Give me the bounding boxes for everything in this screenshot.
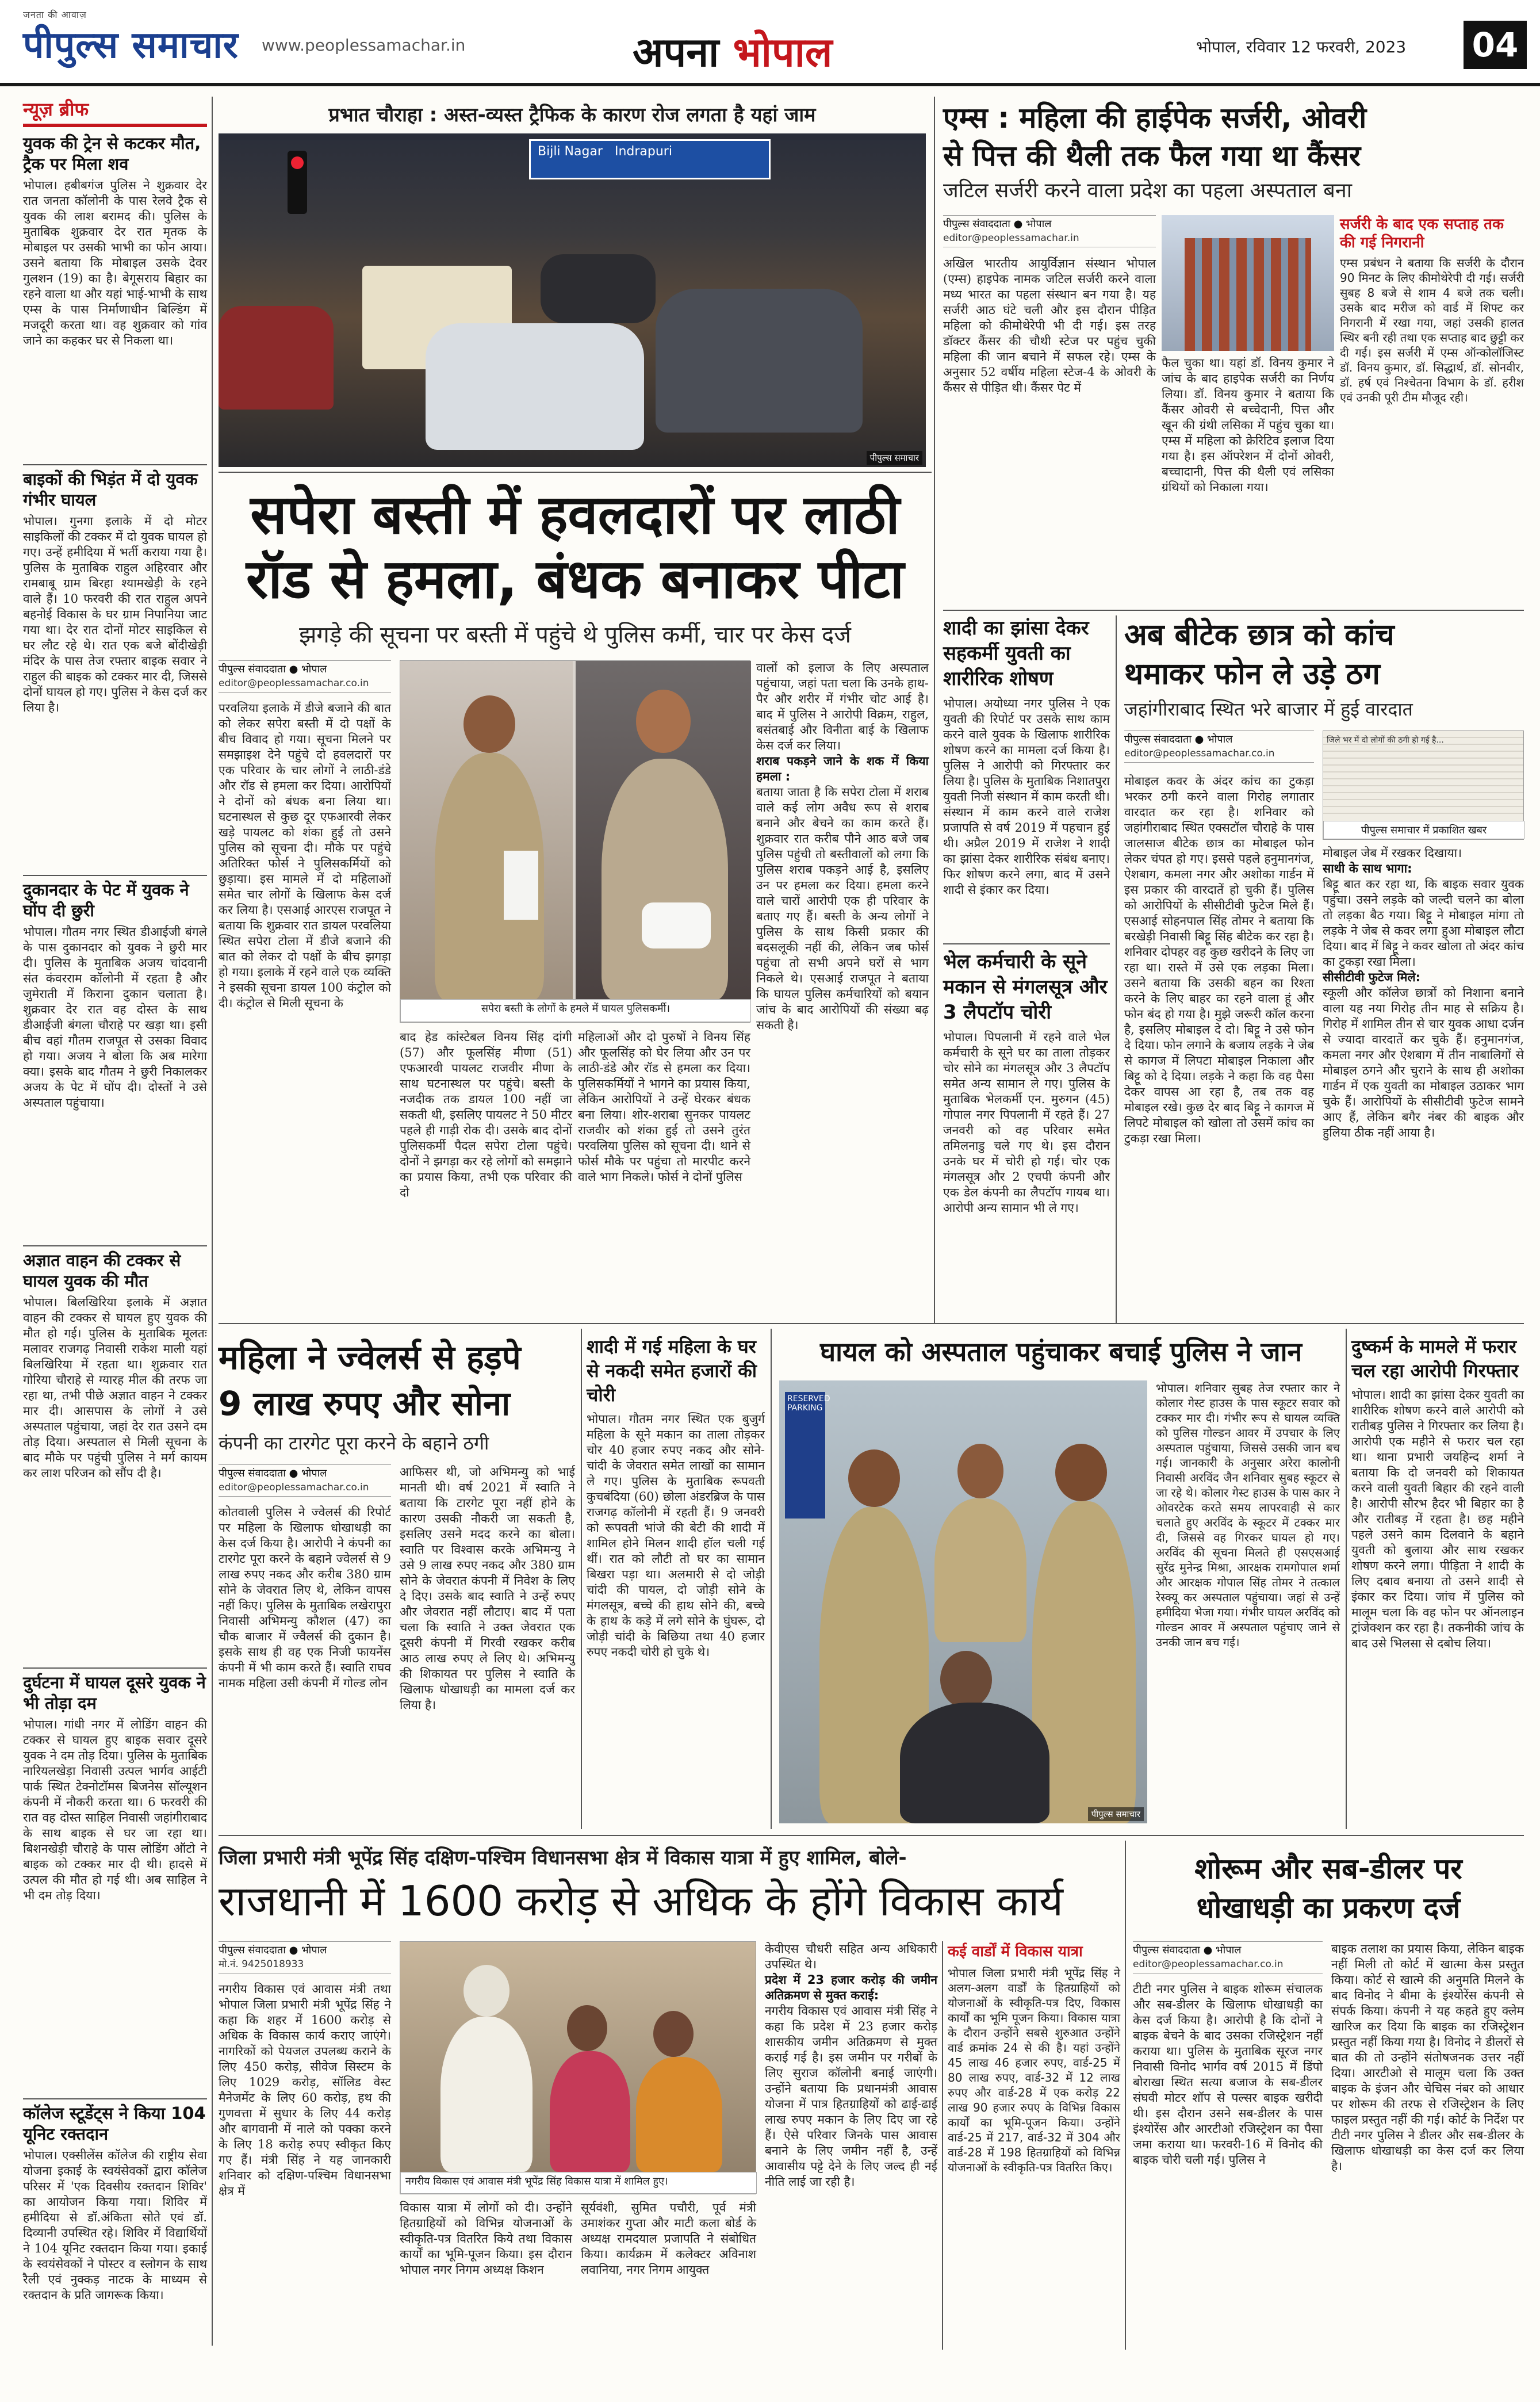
aiims-text-col1: अखिल भारतीय आयुर्विज्ञान संस्थान भोपाल (एम्स) हाइपेक नामक जटिल सर्जरी करने वाला मध्य भारत का पहला संस्थान बन गया है। यह सर्जरी आठ घंटे चली और इस दौरान पीड़ित महिला को कीमोथेरेपी भी दी गई। इस तरह डॉक्टर कैंसर की चौथी स्टेज पर पहुंच चुकी महिला की जान बचाने में सफल रहे। एम्स के अनुसार 52 वर्षीय महिला स्टेज-4 के ओवरी के कैंसर से पीड़ित थी। कैंसर पेट में — [943, 257, 1156, 395]
policeman-2-body — [602, 759, 728, 1000]
bhel-text: भोपाल। पिपलानी में रहने वाले भेल कर्मचारी के सूने घर का ताला तोड़कर चोर सोने का मंगलसूत्र और 3 लैपटॉप समेत अन्य सामान ले गए। पुलिस के मुताबिक भेलकर्मी एन. मुरुगन (45) गोपाल नगर पिपलानी में रहते हैं। 27 जनवरी को वह परिवार समेत तमिलनाडु चले गए थे। इस दौरान उनके घर में चोरी हो गई। चोर एक मंगलसूत्र और 2 एचपी कंपनी और एक डेल कंपनी का लैपटॉप गायब था। आरोपी अन्य सामान भी ले गए। — [943, 1030, 1110, 1215]
bhel-story — [943, 949, 1110, 1317]
byline-reporter: पीपुल्स संवाददाता — [219, 1944, 286, 1956]
dateline: भोपाल, रविवार 12 फरवरी, 2023 — [1196, 37, 1407, 56]
sapera-photo — [400, 660, 750, 1023]
brief-text: भोपाल। गांधी नगर में लोडिंग वाहन की टक्कर से घायल हुए बाइक सवार दूसरे युवक ने दम तोड़ दिया। पुलिस के मुताबिक नारियलखेड़ा निवासी उत्पल भार्गव आईटी पार्क स्थित टेक्नोटॉमस बिजनेस सॉल्यूशन कंपनी में नौकरी करता था। 6 फरवरी की रात वह दोस्त साहिल निवासी जहांगीराबाद के साथ बाइक से घर जा रहा था। बिशनखेड़ी चौराहे के पास लोडिंग ऑटो ने बाइक को टक्कर मार दी थी। हादसे में उत्पल की मौत हो गई थी। अब साहिल ने भी दम तोड़ दिया। — [23, 1718, 207, 1902]
vikas-headline: राजधानी में 1600 करोड़ से अधिक के होंगे विकास कार्य — [219, 1877, 1063, 1925]
section-title-part1: अपना — [633, 29, 733, 76]
showroom-text-col1: टीटी नगर पुलिस ने बाइक शोरूम संचालक और सब-डीलर के खिलाफ धोखाधड़ी का केस दर्ज किया है। आरोपी है कि दोनों ने बाइक बेचने के बाद उसका रजिस्ट्रेशन नहीं कराया था। पुलिस के मुताबिक सूरज नगर निवासी विनोद भार्गव वर्ष 2015 में डिंपो बोराखा स्थित सत्या बजाज के सब-डीलर संघवी मोटर शॉप से पल्सर बाइक खरीदी थी। इस दौरान उसने सब-डीलर के पास इंश्योरेंस और आरटीओ रजिस्ट्रेशन का पैसा जमा कराया था। फरवरी-16 में विनोद की बाइक चोरी चली गई। पुलिस ने — [1133, 1982, 1323, 2167]
clipping-caption: पीपुल्स समाचार में प्रकाशित खबर — [1323, 821, 1524, 839]
woman-1-body — [550, 2051, 630, 2172]
aiims-text-col2: फैल चुका था। यहां डॉ. विनय कुमार ने जांच के बाद हाइपेक सर्जरी का निर्णय लिया। डॉ. विनय कुमार ने बताया कि कैंसर ओवरी से बच्चेदानी, पित्त और खून की ग्रंथी लसिका में पहुंच चुका था। एम्स में महिला को क्रेरिटिव इलाज दिया गया है। इस ऑपरेशन में दोनों ओवरी, बच्चादानी, पित्त की थैली एवं लसिका ग्रंथियों को निकाला गया। — [1162, 356, 1334, 494]
byline-email[interactable]: editor@peoplessamachar.in — [943, 232, 1079, 244]
brief-text: भोपाल। हबीबगंज पुलिस ने शुक्रवार देर रात जनता कॉलोनी के पास रेलवे ट्रैक से युवक की लाश बरामद की। पुलिस के मुताबिक शुक्रवार देर रात मृतक के मोबाइल पर उसकी भाभी का फोन आया। उसने बताया कि मोबाइल उसके देवर गुलशन (19) का है। बेगूसराय बिहार का रहने वाला था और यहां भाई-भाभी के साथ एम्स के पास निर्माणाधीन बिल्डिंग में मजदूरी करता था। वह शुक्रवार को गांव जाने का कहकर घर से निकला था। — [23, 178, 207, 347]
section-divider — [219, 1323, 1524, 1324]
website-url[interactable]: www.peoplessamachar.in — [262, 36, 466, 55]
brief-divider — [23, 875, 207, 876]
sapera-col4-para2: बताया जाता है कि सपेरा टोला में शराब वाले कई लोग अवैध रूप से शराब बनाने और बेचने का काम करते हैं। शुक्रवार रात करीब पौने आठ बजे जब पुलिस पहुंची तो बस्तीवालों को लगा कि पुलिस शराब पकड़ने आई है, इसलिए उन पर हमला कर दिया। हमला करने वाले चारों आरोपी एक ही परिवार के बताए गए हैं। बस्ती के अन्य लोगों ने पुलिस के साथ किसी प्रकार की बदसलूकी नहीं की, लेकिन जब फोर्स पहुंचा तो सभी अपने घरों से भाग निकले थे। एसआई राजपूत ने बताया कि घायल पुलिस कर्मचारियों को बयान जांच के बाद आरोपियों की संख्या बढ़ सकती है। — [756, 785, 929, 1032]
column-rule — [1125, 1841, 1126, 2350]
byline-place: भोपाल — [301, 1944, 327, 1956]
showroom-byline: पीपुल्स संवाददाता ● भोपाल editor@peoplessamachar.co.in — [1133, 1941, 1323, 1973]
btech-headline-line2: थमाकर फोन ले उड़े ठग — [1124, 657, 1380, 691]
showroom-headline-line2: धोखाधड़ी का प्रकरण दर्ज — [1196, 1891, 1461, 1925]
jewellers-text-col1: कोतवाली पुलिस ने ज्वेलर्स की रिपोर्ट पर महिला के खिलाफ धोखाधड़ी का केस दर्ज किया है। आरोपी ने कंपनी का टारगेट पूरा करने के बहाने ज्वेलर्स से 9 लाख रुपए नकद और करीब 380 ग्राम सोने के जेवरात लिए थे, लेकिन वापस नहीं किए। पुलिस के मुताबिक लखेरापुरा निवासी अभिमन्यु कौशल (47) का चौक बाजार में ज्वैलर्स की दुकान है। इसके साथ ही वह एक निजी फायनेंस कंपनी में भी काम करते हैं। स्वाति राघव नामक महिला उसी कंपनी में गोल्ड लोन — [219, 1505, 391, 1690]
minister-head — [463, 1965, 509, 2017]
section-divider — [219, 472, 932, 473]
officer-2-head — [957, 1444, 1003, 1498]
column-rule — [1346, 1329, 1347, 1829]
officer-2-body — [934, 1498, 1026, 1642]
section-divider — [943, 943, 1110, 944]
aiims-sidebar-text: एम्स प्रबंधन ने बताया कि सर्जरी के दौरान 90 मिनट के लिए कीमोथेरेपी दी गई। सर्जरी सुबह 8 बजे से शाम 4 बजे तक चली। उसके बाद मरीज को वार्ड में शिफ्ट कर निगरानी में रखा गया, जहां उसकी हालत स्थिर बनी रही तथा एक सप्ताह बाद छुट्टी कर दी गई। इस सर्जरी में एम्स ऑन्कोलॉजिस्ट डॉ. विनय कुमार, डॉ. सिद्धार्थ, डॉ. सोनवीर, डॉ. हर्ष एवं निश्चेतना विभाग के डॉ. हरीश एवं उनकी पूरी टीम मौजूद रही। — [1340, 256, 1524, 404]
byline-place: भोपाल — [1216, 1944, 1242, 1956]
aiims-byline: पीपुल्स संवाददाता ● भोपाल editor@peoplessamachar.in — [943, 215, 1156, 247]
column-rule — [1116, 615, 1117, 1323]
victim-head — [940, 1651, 992, 1708]
brief-item — [23, 1672, 207, 2095]
brief-item — [23, 133, 207, 461]
ghayal-text: भोपाल। शनिवार सुबह तेज रफ्तार कार ने कोलार गेस्ट हाउस के पास स्कूटर सवार को टक्कर मार दी। गंभीर रूप से घायल व्यक्ति को पुलिस गोल्डन आवर में उपचार के लिए अस्पताल पहुंचाया, जिससे उसकी जान बच गई। जानकारी के अनुसार अरेरा कालोनी निवासी अरविंद जैन शनिवार सुबह स्कूटर से जा रहे थे। कोलार गेस्ट हाउस के पास कार ने ओवरटेक करते समय लापरवाही से कार चलाते हुए अरविंद के स्कूटर में टक्कर मार दी, जिससे वह गिरकर घायल हो गए। अरविंद की सूचना मिलते ही एसएसआई सुरेंद्र मुनेन्द्र मिश्रा, आरक्षक रामगोपाल शर्मा और आरक्षक गोपाल सिंह तोमर ने तत्काल रेस्क्यू कर अस्पताल पहुंचाया। जहां से उन्हें हमीदिया भेजा गया। गंभीर घायल अरविंद को गोल्डन आवर में अस्पताल पहुंचाए जाने से उनकी जान बच गई। — [1156, 1381, 1340, 1649]
building — [1185, 238, 1311, 351]
brief-divider — [23, 2098, 207, 2099]
clipping-text: जिले भर में दो लोगों की ठगी हो गई है... — [1323, 731, 1523, 814]
sapera-photo-caption: सपेरा बस्ती के लोगों के हमले में घायल पुलिसकर्मी। — [400, 999, 751, 1022]
brief-title: अज्ञात वाहन की टक्कर से घायल युवक की मौत — [23, 1250, 181, 1291]
page-number: 04 — [1464, 21, 1527, 69]
sapera-byline: पीपुल्स संवाददाता ● भोपाल editor@peoplessamachar.co.in — [219, 660, 391, 693]
chori-story — [587, 1334, 765, 1829]
masthead — [0, 0, 1540, 86]
column-rule — [934, 610, 935, 1323]
car-white — [426, 323, 644, 450]
btech-headline — [1124, 615, 1527, 694]
chori-text: भोपाल। गौतम नगर स्थित एक बुजुर्ग महिला के सूने मकान का ताला तोड़कर चोर 40 हजार रुपए नकद और सोने-चांदी के जेवरात समेत लाखों का सामान ले गए। पुलिस के मुताबिक रूपवती कुचबंदिया (60) छोला अंडरब्रिज के पास राजगढ़ कॉलोनी में रहती हैं। 9 जनवरी को रूपवती भांजे की बेटी की शादी में शामिल होने मिलन शादी हॉल चली गई थीं। रात को लौटी तो घर का सामान बिखरा पड़ा था। अलमारी से दो जोड़ी चांदी की पायल, दो जोड़ी सोने के मंगलसूत्र, बच्चे की हाथ सोने की, बच्चे के हाथ के कड़े में लगे सोने के घुंघरू, दो जोड़ी चांदी के बिछिया तथा 40 हजार रुपए नकदी चोरी हो चुके थे। — [587, 1412, 765, 1659]
photo-credit: पीपुल्स समाचार — [1088, 1807, 1144, 1821]
sapera-text-col3: महिलाओं और दो पुरुषों ने विनय सिंह और फूलसिंह को घेर लिया और उन पर लाठी-डंडे और रॉड से हमला कर दिया। पुलिसकर्मियों ने भागने का प्रयास किया, लेकिन आरोपियों ने उन्हें घेरकर बंधक बना लिया। शोर-शराबा सुनकर पायलट राजवीर को शंका हुई तो उसने तुरंत परवलिया पुलिस को सूचना दी। थाने से फोर्स मौके पर पहुंचा तो मारपीट करने वाले भाग निकले। फोर्स ने दोनों पुलिस — [578, 1030, 750, 1184]
sapera-col4-subhead: शराब पकड़ने जाने के शक में किया हमला : — [756, 754, 929, 783]
policeman-2-head — [636, 690, 691, 753]
shosan-story — [943, 615, 1110, 938]
crowd — [541, 254, 656, 323]
byline-reporter: पीपुल्स संवाददाता — [219, 663, 286, 675]
newspaper-logo — [23, 8, 239, 68]
btech-news-clipping — [1323, 730, 1524, 840]
byline-place: भोपाल — [1026, 218, 1052, 230]
jewellers-headline-line2: 9 लाख रुपए और सोना — [219, 1384, 511, 1423]
sapera-col4-para1: वालों को इलाज के लिए अस्पताल पहुंचाया, जहां पता चला कि उनके हाथ-पैर और शरीर में गंभीर चोट आई है। बाद में पुलिस ने आरोपी विक्रम, राहुल, बसंतबाई और विनीता बाई के खिलाफ केस दर्ज कर लिया। — [756, 661, 929, 752]
byline-reporter: पीपुल्स संवाददाता — [1124, 733, 1192, 745]
brief-item — [23, 879, 207, 1242]
brief-divider — [23, 1245, 207, 1246]
aiims-headline-line1: एम्स : महिला की हाईपेक सर्जरी, ओवरी — [943, 101, 1367, 135]
brief-text: भोपाल। गुनगा इलाके में दो मोटर साइकिलों की टक्कर में दो युवक घायल हो गए। उन्हें हमीदिया में भर्ती कराया गया है। पुलिस के मुताबिक राहुल अहिरवार और रामबाबू ग्राम बिरहा श्यामखेड़ी के रहने वाले हैं। 10 फरवरी की रात राहुल अपने बहनोई विकास के घर ग्राम निपानिया जाट गया था। देर रात दोनों मोटर साइकिल से घर लौट रहे थे। रात एक बजे बोंदीखेड़ी मंदिर के पास तेज रफ्तार बाइक सवार ने राहुल की बाइक को टक्कर मार दी, जिससे दोनों घायल हो गए। पुलिस ने केस दर्ज कर लिया है। — [23, 514, 207, 714]
btech-col2-para2: बिट्टू बात कर रहा था, कि बाइक सवार युवक पहुंचा। उसने लड़के को जल्दी चलने का बोला तो लड़का बैठ गया। बिट्टू ने मोबाइल मांगा तो लड़के ने जेब से कवर लगा हुआ मोबाइल लौटा दिया। बाद में बिट्टू ने कवर खोला तो अंदर कांच का टुकड़ा रखा मिला। — [1323, 877, 1524, 969]
vikas-sidebar-text: भोपाल जिला प्रभारी मंत्री भूपेंद्र सिंह ने अलग-अलग वार्डों के हितग्राहियों को योजनाओं के स्वीकृति-पत्र दिए, विकास कार्यों का भूमि पूजन किया। विकास यात्रा के दौरान उन्होंने सबसे शुरुआत उन्होंने वार्ड क्रमांक 24 से की है। यहां उन्होंने 45 लाख 46 हजार रुपए, वार्ड-25 में 80 लाख रुपए, वार्ड-32 में 12 लाख रुपए और वार्ड-28 में एक करोड़ 22 लाख 90 हजार रुपए के विभिन्न विकास कार्यों का भूमि-पूजन किया। उन्होंने वार्ड-25 में 217, वार्ड-32 में 304 और वार्ड-28 में 198 हितग्राहियों को विभिन्न योजनाओं के स्वीकृति-पत्र वितरित किए। — [948, 1966, 1120, 2174]
dushkarm-text: भोपाल। शादी का झांसा देकर युवती का शारीरिक शोषण करने वाले आरोपी को रातीबड़ पुलिस ने गिरफ्तार कर लिया है। आरोपी एक महीने से फरार चल रहा था। थाना प्रभारी जयहिन्द शर्मा ने बताया कि दो जनवरी को शिकायत करने वाली युवती बिहार की रहने वाली है। आरोपी सौरभ हैदर भी बिहार का है और रातीबड़ में रहता है। छह महीने पहले उसने काम दिलवाने के बहाने युवती को बुलाया और साथ रखकर शोषण करने लगा। पीड़िता ने शादी के लिए दबाव बनाया तो उसने शादी से इंकार कर दिया। जांच में पुलिस को मालूम चला कि वह फोन पर ऑनलाइन ट्रांजेक्शन कर रहा है। तकनीकी जांच के बाद उसे भिलसा से दबोच लिया। — [1351, 1388, 1524, 1650]
aiims-sidebar — [1340, 215, 1524, 606]
brief-title: दुकानदार के पेट में युवक ने घोंप दी छुरी — [23, 880, 189, 920]
vikas-sidebar-title: कई वार्डों में विकास यात्रा — [948, 1943, 1083, 1960]
byline-place: भोपाल — [301, 1467, 327, 1479]
woman-2-body — [636, 2057, 722, 2172]
traffic-photo — [219, 133, 926, 467]
btech-subheadline: जहांगीराबाद स्थित भरे बाजार में हुई वारदात — [1124, 698, 1413, 720]
btech-text-col2 — [1323, 846, 1524, 1317]
brief-title: बाइकों की भिड़ंत में दो युवक गंभीर घायल — [23, 469, 198, 510]
ghayal-photo — [779, 1380, 1147, 1823]
sapera-text-col2: बाद हेड कांस्टेबल विनय सिंह दांगी (57) और फूलसिंह मीणा (51) एफआरवी पायलट राजवीर मीणा के साथ घटनास्थल पर पहुंचे। बस्ती के नजदीक तक डायल 100 नहीं जा सकती थी, इसलिए पायलट ने 50 मीटर पहले ही गाड़ी रोक दी। उसके बाद दोनों पुलिसकर्मी पैदल सपेरा टोला पहुंचे। दोनों ने झगड़ा कर रहे लोगों को समझाने का प्रयास किया, तभी एक परिवार की दो — [400, 1030, 572, 1199]
vikas-photo-caption: नगरीय विकास एवं आवास मंत्री भूपेंद्र सिंह विकास यात्रा में शामिल हुए। — [400, 2172, 757, 2194]
brief-title: दुर्घटना में घायल दूसरे युवक ने भी तोड़ा दम — [23, 1673, 206, 1713]
dushkarm-title: दुष्कर्म के मामले में फरार चल रहा आरोपी गिरफ्तार — [1351, 1336, 1519, 1382]
btech-text-col1: मोबाइल कवर के अंदर कांच का टुकड़ा भरकर ठगी करने वाला गिरोह लगातार वारदात कर रहा है। शनिवार को जहांगीराबाद स्थित एक्सटॉल चौराहे के पास जालसाज बीटेक छात्र का मोबाइल फोन लेकर चंपत हो गए। इससे पहले हनुमानगंज, ऐशबाग, कमला नगर और अशोका गार्डन में इस प्रकार की वारदातें हो चुकी हैं। पुलिस को आरोपियों के सीसीटीवी फुटेज मिले हैं। एसआई सोहनपाल सिंह तोमर ने बताया कि बरखेड़ी निवासी बिट्टू सिंह बीटेक कर रहा है। शनिवार दोपहर वह कुछ खरीदने के लिए जा रहा था। रास्ते में उसे एक लड़का मिला। उसने बताया कि उसकी बहन का रिश्ता करने के लिए बाहर का रहने वाला हूं और फोन बंद हो गया है। मुझे जरूरी कॉल करना है, इसलिए मोबाइल दे दो। बिट्टू ने उसे फोन दे दिया। फोन लगाने के बजाय लड़के ने जेब से कागज में लिपटा मोबाइल निकाला और बिट्टू को दे दिया। लड़के ने कहा कि वह पैसा देकर वापस आ रहा है, तब तक वह मोबाइल रखे। कुछ देर बाद बिट्टू ने कागज में लिपटे मोबाइल को खोला तो उसमें कांच का टुकड़ा रखा मिला। — [1124, 774, 1314, 1145]
aiims-headline-line2: से पित्त की थैली तक फैल गया था कैंसर — [943, 139, 1361, 173]
vikas-text-col3: सूर्यवंशी, सुमित पचौरी, पूर्व मंत्री उमाशंकर गुप्ता और माटी कला बोर्ड के अध्यक्ष रामदयाल प्रजापति ने संबोधित किया। कार्यक्रम में कलेक्टर अविनाश लवानिया, नगर निगम आयुक्त — [581, 2201, 756, 2277]
byline-reporter: पीपुल्स संवाददाता — [943, 218, 1010, 230]
btech-col2-subhead2: सीसीटीवी फुटेज मिले: — [1323, 970, 1421, 984]
minister-body — [440, 2017, 533, 2172]
brief-item — [23, 1250, 207, 1664]
sign-text-1: Bijli Nagar — [538, 144, 603, 159]
car-red — [219, 306, 334, 410]
jewellers-text-col2: आफिसर थी, जो अभिमन्यु को भाई मानती थी। वर्ष 2021 में स्वाति ने बताया कि टारगेट पूरा नहीं होने के कारण उसकी नौकरी जा सकती है, इसलिए उसने मदद करने का बोला। स्वाति पर विश्वास करके अभिमन्यु ने उसे 9 लाख रुपए नकद और 380 ग्राम सोने के जेवरात कंपनी में निवेश के लिए दे दिए। उसके बाद स्वाति ने उन्हें रुपए और जेवरात नहीं लौटाए। बाद में पता चला कि स्वाति ने उक्त जेवरात एक दूसरी कंपनी में गिरवी रखकर करीब आठ लाख रुपए ले लिए थे। अभिमन्यु की शिकायत पर पुलिस ने स्वाति के खिलाफ धोखाधड़ी का मामला दर्ज कर लिया है। — [400, 1465, 575, 1712]
brief-title: युवक की ट्रेन से कटकर मौत, ट्रैक पर मिला शव — [23, 133, 201, 174]
jewellers-subheadline: कंपनी का टारगेट पूरा करने के बहाने ठगी — [219, 1432, 489, 1454]
ghayal-headline: घायल को अस्पताल पहुंचाकर बचाई पुलिस ने जान — [819, 1336, 1303, 1367]
bhel-title: भेल कर्मचारी के सूने मकान से मंगलसूत्र और 3 लैपटॉप चोरी — [943, 950, 1108, 1024]
btech-col2-para1: मोबाइल जेब में रखकर दिखाया। — [1323, 846, 1462, 860]
woman-1-head — [567, 2005, 607, 2051]
officer-3-head — [1055, 1444, 1107, 1501]
btech-col2-subhead1: साथी के साथ भागा: — [1323, 862, 1412, 875]
btech-headline-line1: अब बीटेक छात्र को कांच — [1124, 618, 1395, 652]
vikas-photo — [400, 1941, 756, 2194]
aiims-building-photo — [1162, 215, 1334, 351]
shosan-text: भोपाल। अयोध्या नगर पुलिस ने एक युवती की रिपोर्ट पर उसके साथ काम करने वाले युवक के खिलाफ शारीरिक शोषण करने का मामला दर्ज किया है। पुलिस ने आरोपी को गिरफ्तार कर लिया है। पुलिस के मुताबिक निशातपुरा युवती निजी संस्थान में काम करती थी। संस्थान में काम करने वाले राजेश प्रजापति से वर्ष 2019 में पहचान हुई थी। अप्रैल 2019 में राजेश ने शादी का झांसा देकर शारीरिक संबंध बनाए। फिर शोषण करने लगा, बाद में उसने शादी से इंकार कर दिया। — [943, 697, 1110, 897]
brief-header-rule — [23, 124, 207, 127]
vikas-col4-para1: केवीएस चौधरी सहित अन्य अधिकारी उपस्थित थे। — [765, 1942, 937, 1971]
showroom-text-col2: बाइक तलाश का प्रयास किया, लेकिन बाइक नहीं मिली तो कोर्ट में खात्मा केस प्रस्तुत किया। कोर्ट से खात्मे की अनुमति मिलने के बाद विनोद ने बीमा के इंश्योरेंस कंपनी से संपर्क किया। कंपनी ने यह कहते हुए क्लेम खारिज कर दिया कि बाइक का रजिस्ट्रेशन प्रस्तुत नहीं किया गया है। विनोद ने डीलरों से बात की तो उन्होंने संतोषजनक उत्तर नहीं दिया। आरटीओ से मालूम चला कि उक्त बाइक के इंजन और चेचिस नंबर को आधार पर शोरूम की तरफ से रजिस्ट्रेशन के लिए फाइल प्रस्तुत नहीं की गई। कोर्ट के निर्देश पर टीटी नगर पुलिस ने डीलर और सब-डीलर के खिलाफ धोखाधड़ी का केस दर्ज कर लिया है। — [1331, 1942, 1524, 2173]
byline-place: भोपाल — [1207, 733, 1233, 745]
sign-text-2: Indrapuri — [614, 144, 672, 159]
policeman-1-head — [463, 695, 515, 753]
road-sign — [529, 139, 771, 179]
byline-email[interactable]: editor@peoplessamachar.co.in — [1133, 1959, 1284, 1970]
woman-2-head — [653, 2011, 694, 2057]
officer-1-head — [848, 1449, 900, 1507]
brief-text: भोपाल। एक्सीलेंस कॉलेज की राष्ट्रीय सेवा योजना इकाई के स्वयंसेवकों द्वारा कॉलेज परिसर में 'एक दिवसीय रक्तदान शिविर' का आयोजन किया गया। शिविर में हमीदिया से डॉ.अंकिता सोते एवं डॉ. दिव्यानी उपस्थित रहे। शिविर में विद्यार्थियों ने 104 यूनिट रक्तदान किया गया। इकाई के स्वयंसेवकों ने पोस्टर व स्लोगन के साथ रैली एवं नुक्कड़ नाटक के माध्यम से रक्तदान के प्रति जागरूक किया। — [23, 2148, 207, 2302]
brief-item — [23, 2103, 207, 2402]
bandage-arm — [504, 851, 538, 920]
byline-reporter: पीपुल्स संवाददाता — [1133, 1944, 1200, 1956]
byline-email[interactable]: editor@peoplessamachar.co.in — [1124, 748, 1275, 759]
byline-mobile: मो.नं. 9425018933 — [219, 1959, 304, 1970]
column-rule — [771, 1329, 772, 1829]
aiims-subheadline: जटिल सर्जरी करने वाला प्रदेश का पहला अस्पताल बना — [943, 179, 1353, 202]
jewellers-headline-line1: महिला ने ज्वेलर्स से हड़पे — [219, 1338, 521, 1377]
section-divider — [943, 610, 1524, 611]
sign-text: RESERVED PARKING — [787, 1394, 830, 1413]
section-divider — [219, 1835, 1524, 1836]
sapera-headline-line2: रॉड से हमला, बंधक बनाकर पीटा — [246, 548, 905, 611]
sapera-text-col1: परवलिया इलाके में डीजे बजाने की बात को लेकर सपेरा बस्ती में दो पक्षों के बीच विवाद हो गया। सूचना मिलने पर समझाइश देने पहुंचे दो हवलदारों पर एक परिवार के चार लोगों ने लाठी-डंडे और रॉड से हमला कर दिया। आरोपियों ने दोनों को बंधक बना लिया था। घटनास्थल से कुछ दूर एफआरवी लेकर खड़े पायलट को शंका हुई तो उसने पुलिस को सूचना दी। मौके पर पहुंचे अतिरिक्त फोर्स ने पुलिसकर्मियों को छुड़ाया। इस मामले में दो महिलाओं समेत चार लोगों के खिलाफ केस दर्ज कर लिया है। एसआई आरएस राजपूत ने बताया कि शुक्रवार रात डायल परवलिया स्थित सपेरा टोला में डीजे बजाने की बात को लेकर दो पक्षों के बीच झगड़ा हो गया। इलाके में रहने वाले एक व्यक्ति ने इसकी सूचना डायल 100 कंट्रोल को दी। कंट्रोल से मिली सूचना के — [219, 701, 391, 1010]
sapera-text-col4 — [756, 660, 929, 1311]
reserved-parking-sign — [785, 1392, 830, 1519]
showroom-headline-line1: शोरूम और सब-डीलर पर — [1194, 1852, 1462, 1885]
aiims-headline — [943, 99, 1524, 175]
showroom-headline — [1133, 1849, 1524, 1927]
byline-email[interactable]: editor@peoplessamachar.co.in — [219, 678, 369, 689]
brief-text: भोपाल। बिलखिरिया इलाके में अज्ञात वाहन की टक्कर से घायल हुए युवक की मौत हो गई। पुलिस के मुताबिक मूलतः मलावर राजगढ़ निवासी राकेश माली यहां बिलखिरिया में रहता था। शुक्रवार रात गोरिया चौराहे से ग्यारह मील की तरफ जा रहा था, तभी पीछे अज्ञात वाहन ने टक्कर मार दी। आसपास के लोगों ने उसे अस्पताल पहुंचाया, जहां देर रात उसने दम तोड़ दिया। अस्पताल से मिली सूचना के बाद मौके पर पहुंची पुलिस ने मर्ग कायम कर लाश परिजन को सौंप दी है। — [23, 1295, 207, 1480]
traffic-light-red — [291, 156, 304, 169]
column-rule — [212, 97, 213, 2346]
btech-col2-para3: स्कूली और कॉलेज छात्रों को निशाना बनाने वाला यह नया गिरोह तीन माह से सक्रिय है। गिरोह में शामिल तीन से चार युवक आधा दर्जन से ज्यादा वारदातें कर चुके हैं। हनुमानगंज, कमला नगर और ऐशबाग में तीन नाबालिगों से मोबाइल ठगने और चुराने के साथ ही अशोका गार्डन में एक युवती का मोबाइल उठाकर भाग चुके हैं। आरोपियों के सीसीटीवी फुटेज सामने आए हैं, लेकिन बगैर नंबर की बाइक और हुलिया ठीक नहीं आया है। — [1323, 986, 1524, 1139]
btech-byline: पीपुल्स संवाददाता ● भोपाल editor@peoplessamachar.co.in — [1124, 730, 1314, 763]
car-dark — [656, 289, 863, 433]
brief-text: भोपाल। गौतम नगर स्थित डीआईजी बंगले के पास दुकानदार को युवक ने छुरी मार दी। पुलिस के मुताबिक अजय चांदवानी संत कंवरराम कॉलोनी में रहता है और जुमेराती में किराना दुकान चलाता है। शुक्रवार देर रात वह दोस्त के साथ डीआईजी बंगला चौराहे पर खड़ा था। इसी बीच वहां गौतम राजपूत से उसका विवाद हो गया। अजय ने बोला कि अब मारेगा क्या। इसके बाद गौतम ने छुरी निकालकर अजय के पेट में घोंप दी। दोस्तों ने उसे अस्पताल पहुंचाया। — [23, 925, 207, 1110]
section-title-part2: भोपाल — [733, 29, 833, 76]
dushkarm-story — [1351, 1334, 1524, 1829]
jewellers-byline: पीपुल्स संवाददाता ● भोपाल editor@peoplessamachar.co.in — [219, 1464, 391, 1497]
vikas-col4-subhead: प्रदेश में 23 हजार करोड़ की जमीन अतिक्रमण से मुक्त कराई: — [765, 1973, 937, 2002]
brief-divider — [23, 464, 207, 465]
aiims-sidebar-title: सर्जरी के बाद एक सप्ताह तक की गई निगरानी — [1340, 216, 1504, 251]
column-rule — [942, 1941, 943, 2350]
victim-body — [900, 1703, 1049, 1823]
jewellers-headline — [219, 1334, 575, 1426]
byline-email[interactable]: editor@peoplessamachar.co.in — [219, 1482, 369, 1493]
chori-title: शादी में गई महिला के घर से नकदी समेत हजारों की चोरी — [587, 1336, 757, 1406]
column-rule — [581, 1329, 582, 1829]
sapera-headline-line1: सपेरा बस्ती में हवलदारों पर लाठी — [250, 484, 900, 546]
vikas-byline: पीपुल्स संवाददाता ● भोपाल मो.नं. 9425018933 — [219, 1941, 391, 1973]
logo-text: पीपुल्स समाचार — [23, 24, 239, 67]
vikas-text-col4 — [765, 1941, 937, 2350]
logo-tagline: जनता की आवाज़ — [23, 9, 87, 20]
section-title — [633, 23, 832, 78]
brief-item — [23, 469, 207, 871]
shosan-title: शादी का झांसा देकर सहकर्मी युवती का शारीरिक शोषण — [943, 617, 1089, 690]
vikas-col4-para2: नगरीय विकास एवं आवास मंत्री सिंह ने कहा कि प्रदेश में 23 हजार करोड़ शासकीय जमीन अतिक्रमण से मुक्त कराई गई है। इस जमीन पर गरीबों के लिए सुराज कॉलोनी बनाई जाएंगी। उन्होंने बताया कि प्रधानमंत्री आवास योजना में पात्र हितग्राहियों को ढाई-ढाई लाख रुपए मकान के लिए दिए जा रहे हैं। ऐसे परिवार जिनके पास आवास बनाने के लिए जमीन नहीं है, उन्हें आवासीय पट्टे देने के लिए जल्द ही नई नीति लाई जा रही है। — [765, 2004, 937, 2189]
sapera-subheadline: झगड़े की सूचना पर बस्ती में पहुंचे थे पुलिस कर्मी, चार पर केस दर्ज — [299, 622, 851, 648]
vikas-sidebar — [948, 1941, 1120, 2350]
brief-title: कॉलेज स्टूडेंट्स ने किया 104 यूनिट रक्तदान — [23, 2103, 206, 2144]
vikas-text-col1: नगरीय विकास एवं आवास मंत्री तथा भोपाल जिला प्रभारी मंत्री भूपेंद्र सिंह ने कहा कि शहर में 1600 करोड़ से अधिक के विकास कार्य कराए जाएंगे। नागरिकों को पेयजल उपलब्ध कराने के लिए 450 करोड़, सीवेज सिस्टम के लिए 1029 करोड़, सॉलिड वेस्ट मैनेजमेंट के लिए 60 करोड़, हथ की गुणवत्ता में सुधार के लिए 44 करोड़ और बागवानी में नाले को पक्का करने के लिए 18 करोड़ रुपए स्वीकृत किए गए हैं। मंत्री सिंह ने यह जानकारी शनिवार को दक्षिण-पश्चिम विधानसभा क्षेत्र में — [219, 1982, 391, 2198]
traffic-kicker: प्रभात चौराहा : अस्त-व्यस्त ट्रैफिक के कारण रोज लगता है यहां जाम — [328, 104, 816, 127]
vikas-text-col2: विकास यात्रा में लोगों को दी। उन्होंने हितग्राहियों को विभिन्न योजनाओं के स्वीकृति-पत्र वितरित किये तथा विकास कार्यों का भूमि-पूजन किया। इस दौरान भोपाल नगर निगम अध्यक्ष किशन — [400, 2201, 572, 2277]
brief-divider — [23, 1667, 207, 1669]
vikas-kicker: जिला प्रभारी मंत्री भूपेंद्र सिंह दक्षिण-पश्चिम विधानसभा क्षेत्र में विकास यात्रा में हुए शामिल, बोले- — [219, 1846, 907, 1869]
news-brief-header: न्यूज़ ब्रीफ — [23, 98, 89, 120]
sapera-headline — [219, 483, 932, 612]
byline-reporter: पीपुल्स संवाददाता — [219, 1467, 286, 1479]
byline-place: भोपाल — [301, 663, 327, 675]
bandage-hand — [642, 902, 711, 948]
news-brief-column — [23, 97, 207, 2346]
photo-credit: पीपुल्स समाचार — [867, 451, 922, 465]
